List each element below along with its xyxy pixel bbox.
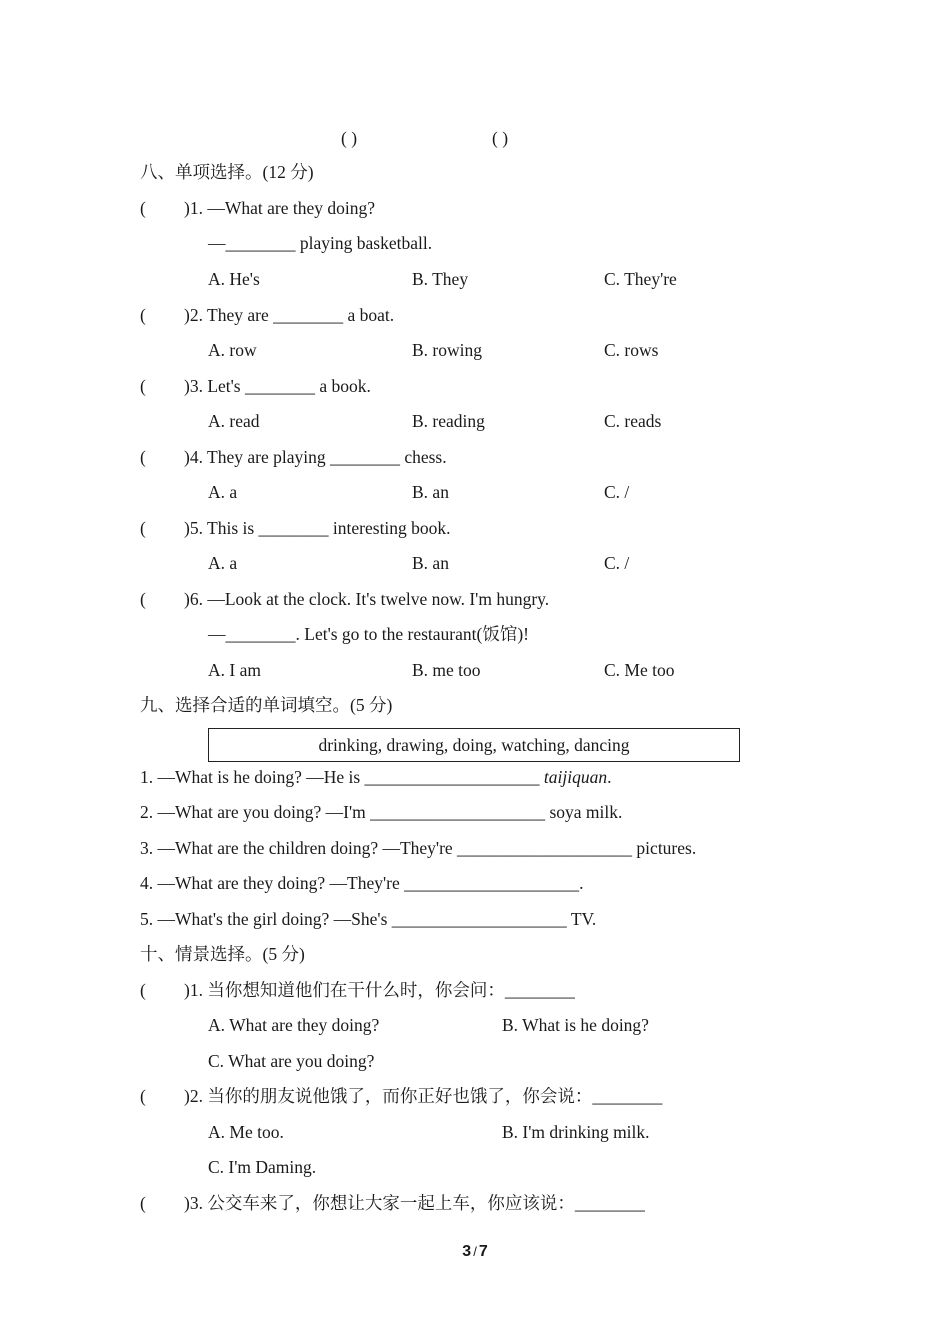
question-stem: )2. 当你的朋友说他饿了，而你正好也饿了，你会说：________ [184,1086,663,1106]
option-c: C. / [604,553,630,573]
answer-paren-left: ( ) [341,128,358,148]
question-stem: )1. —What are they doing? [184,198,375,218]
option-a: A. a [208,482,238,502]
fill-item-1: 1. —What is he doing? —He is ____________________ taijiquan. [140,767,612,787]
option-a: A. read [208,411,260,431]
option-b: B. me too [412,660,481,680]
answer-paren: ( [140,447,146,467]
answer-paren: ( [140,1193,146,1213]
option-a: A. What are they doing? [208,1015,380,1035]
question-stem: )5. This is ________ interesting book. [184,518,451,538]
question-line2: —________. Let's go to the restaurant(饭馆)! [208,624,529,644]
question-stem: )6. —Look at the clock. It's twelve now. I'm hungry. [184,589,550,609]
question-stem: )4. They are playing ________ chess. [184,447,447,467]
option-b: B. rowing [412,340,482,360]
option-c: C. rows [604,340,659,360]
question-stem: )3. Let's ________ a book. [184,376,371,396]
word-bank-text: drinking, drawing, doing, watching, dancing [318,734,630,755]
answer-paren: ( [140,198,146,218]
section-10-heading: 十、情景选择。(5 分) [140,944,305,964]
page-number: 3 / 7 [462,1243,488,1260]
fill-item-4: 4. —What are they doing? —They're ____________________. [140,873,584,893]
fill-item-2: 2. —What are you doing? —I'm ____________________ soya milk. [140,802,623,822]
italic-word: taijiquan [543,767,608,787]
answer-paren-right: ( ) [492,128,509,148]
option-a: A. He's [208,269,260,289]
question-line2: —________ playing basketball. [208,233,433,253]
option-c: C. / [604,482,630,502]
option-b: B. They [412,269,469,289]
option-b: B. an [412,553,449,573]
answer-paren: ( [140,376,146,396]
option-a: A. Me too. [208,1122,284,1142]
answer-paren: ( [140,518,146,538]
question-stem: )1. 当你想知道他们在干什么时，你会问：________ [184,980,575,1000]
answer-paren: ( [140,305,146,325]
question-stem: )2. They are ________ a boat. [184,305,395,325]
answer-paren: ( [140,589,146,609]
option-a: A. row [208,340,257,360]
option-b: B. an [412,482,449,502]
word-bank-box [208,728,740,762]
section-8-heading: 八、单项选择。(12 分) [140,162,314,182]
fill-item-5: 5. —What's the girl doing? —She's ____________________ TV. [140,909,597,929]
answer-paren: ( [140,1086,146,1106]
question-stem: )3. 公交车来了，你想让大家一起上车，你应该说：________ [184,1193,645,1213]
option-c: C. I'm Daming. [208,1157,317,1177]
option-a: A. I am [208,660,261,680]
option-b: B. I'm drinking milk. [502,1122,650,1142]
section-9-heading: 九、选择合适的单词填空。(5 分) [140,695,393,715]
option-c: C. Me too [604,660,675,680]
option-a: A. a [208,553,238,573]
option-b: B. What is he doing? [502,1015,649,1035]
option-c: C. reads [604,411,662,431]
fill-item-3: 3. —What are the children doing? —They're ____________________ pictures. [140,838,697,858]
option-c: C. What are you doing? [208,1051,375,1071]
option-b: B. reading [412,411,485,431]
answer-paren: ( [140,980,146,1000]
option-c: C. They're [604,269,677,289]
